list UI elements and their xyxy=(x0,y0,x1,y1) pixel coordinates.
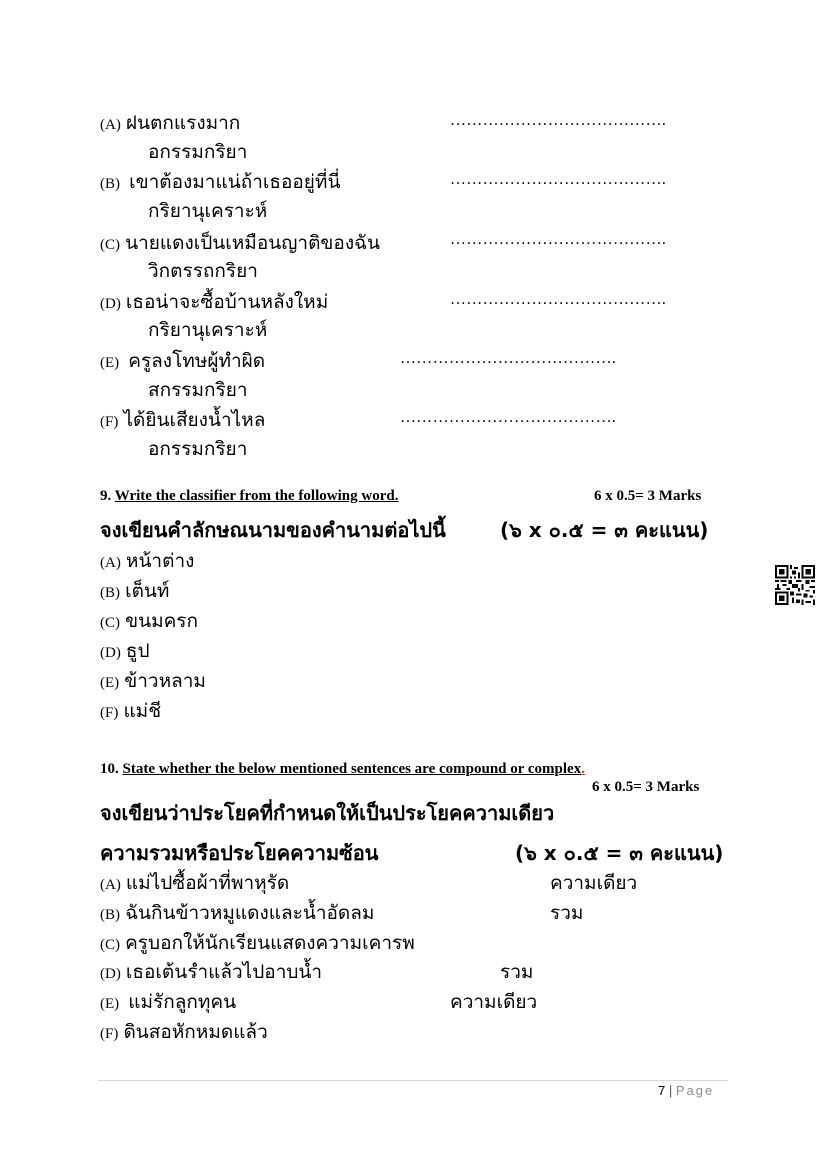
item-label: (D) xyxy=(100,645,121,661)
item-label: (F) xyxy=(100,705,119,721)
q8-item-a xyxy=(100,108,240,138)
q8-item-d xyxy=(100,287,328,317)
item-text: ขนมครก xyxy=(125,610,199,632)
q8-item-f xyxy=(100,405,265,435)
page-footer xyxy=(658,1083,714,1098)
answer-text: ความเดียว xyxy=(450,991,538,1013)
item-sentence: เขาต้องมาแน่ถ้าเธออยู่ที่นี่ xyxy=(129,171,341,193)
item-label: (D) xyxy=(100,966,121,982)
answer-text: ความเดียว xyxy=(550,872,638,894)
page-number: 7 xyxy=(658,1083,666,1098)
question-number: 10. xyxy=(100,761,119,777)
q10-item-c xyxy=(100,928,415,958)
item-sentence: นายแดงเป็นเหมือนญาติของฉัน xyxy=(125,232,381,254)
item-label: (B) xyxy=(100,176,120,192)
answer-text: กริยานุเคราะห์ xyxy=(148,319,268,341)
q10-item-a xyxy=(100,868,289,898)
q10-item-f xyxy=(100,1017,268,1047)
item-label: (E) xyxy=(100,355,120,371)
answer-text: อกรรมกริยา xyxy=(148,141,248,163)
item-label: (D) xyxy=(100,296,121,312)
item-sentence: เธอน่าจะซื้อบ้านหลังใหม่ xyxy=(125,291,329,313)
item-text: ครูบอกให้นักเรียนแสดงความเคารพ xyxy=(125,932,415,954)
q10-thai-marks: (๖ x ๐.๕ = ๓ คะแนน) xyxy=(515,841,724,865)
item-label: (E) xyxy=(100,996,120,1012)
question-title-end: . xyxy=(581,761,585,777)
item-label: (C) xyxy=(100,937,120,953)
answer-dots: …………………………………. xyxy=(400,350,617,367)
q8-item-b xyxy=(100,167,340,197)
q8-item-c xyxy=(100,228,380,258)
item-label: (A) xyxy=(100,555,121,571)
q9-item-e xyxy=(100,666,206,696)
item-text: ธูป xyxy=(125,640,150,662)
item-text: ดินสอหักหมดแล้ว xyxy=(123,1021,268,1043)
footer-divider xyxy=(98,1080,728,1081)
answer-text: วิกตรรถกริยา xyxy=(148,260,258,282)
answer-text: รวม xyxy=(550,902,584,924)
q10-marks: 6 x 0.5= 3 Marks xyxy=(592,779,700,795)
answer-text: อกรรมกริยา xyxy=(148,438,248,460)
item-label: (A) xyxy=(100,877,121,893)
item-text: เต็นท์ xyxy=(125,580,170,602)
item-label: (E) xyxy=(100,675,120,691)
q10-item-b xyxy=(100,898,374,928)
page-separator: | xyxy=(668,1083,673,1098)
q9-item-a xyxy=(100,546,194,576)
qr-code-icon xyxy=(775,565,815,605)
q9-thai-marks: (๖ x ๐.๕ = ๓ คะแนน) xyxy=(500,518,709,542)
answer-dots: …………………………………. xyxy=(450,171,667,188)
item-label: (F) xyxy=(100,1026,119,1042)
item-label: (C) xyxy=(100,615,120,631)
item-text: แม่ชี xyxy=(123,700,162,722)
item-text: แม่รักลูกทุคน xyxy=(128,991,237,1013)
item-text: หน้าต่าง xyxy=(125,550,195,572)
page-word: Page xyxy=(675,1083,715,1098)
answer-dots: …………………………………. xyxy=(450,291,667,308)
item-label: (F) xyxy=(100,414,119,430)
answer-dots: …………………………………. xyxy=(400,409,617,426)
q9-item-f xyxy=(100,696,161,726)
item-text: แม่ไปซื้อผ้าที่พาหุรัด xyxy=(125,872,290,894)
item-label: (B) xyxy=(100,585,120,601)
question-number: 9. xyxy=(100,488,112,504)
q9-item-c xyxy=(100,606,198,636)
q9-thai-instruction: จงเขียนคำลักษณนามของคำนามต่อไปนี้ xyxy=(100,518,446,542)
answer-dots: …………………………………. xyxy=(450,231,667,248)
q9-item-b xyxy=(100,576,169,606)
item-label: (C) xyxy=(100,237,120,253)
answer-text: รวม xyxy=(500,961,534,983)
item-sentence: ฝนตกแรงมาก xyxy=(125,112,241,134)
answer-text: สกรรมกริยา xyxy=(148,379,248,401)
answer-text: กริยานุเคราะห์ xyxy=(148,200,268,222)
question-title: State whether the below mentioned sentences are compound or complex xyxy=(122,761,582,777)
item-text: ข้าวหลาม xyxy=(124,670,206,692)
item-text: ฉันกินข้าวหมูแดงและน้ำอัดลม xyxy=(125,902,375,924)
q8-item-e xyxy=(100,346,265,376)
item-sentence: ได้ยินเสียงน้ำไหล xyxy=(123,409,266,431)
q10-item-d xyxy=(100,957,322,987)
q10-thai-instruction-line2: ความรวมหรือประโยคความซ้อน xyxy=(100,841,379,865)
q10-heading xyxy=(100,761,585,778)
q9-heading xyxy=(100,488,398,505)
q9-item-d xyxy=(100,636,150,666)
item-label: (B) xyxy=(100,907,120,923)
q10-item-e xyxy=(100,987,236,1017)
item-sentence: ครูลงโทษผู้ทำผิด xyxy=(128,350,266,372)
q9-marks: 6 x 0.5= 3 Marks xyxy=(594,488,702,504)
answer-dots: …………………………………. xyxy=(450,112,667,129)
item-label: (A) xyxy=(100,117,121,133)
q10-thai-instruction-line1: จงเขียนว่าประโยคที่กำหนดให้เป็นประโยคความเดียว xyxy=(100,801,555,825)
item-text: เธอเต้นรำแล้วไปอาบน้ำ xyxy=(125,961,323,983)
question-title: Write the classifier from the following word. xyxy=(114,488,399,504)
